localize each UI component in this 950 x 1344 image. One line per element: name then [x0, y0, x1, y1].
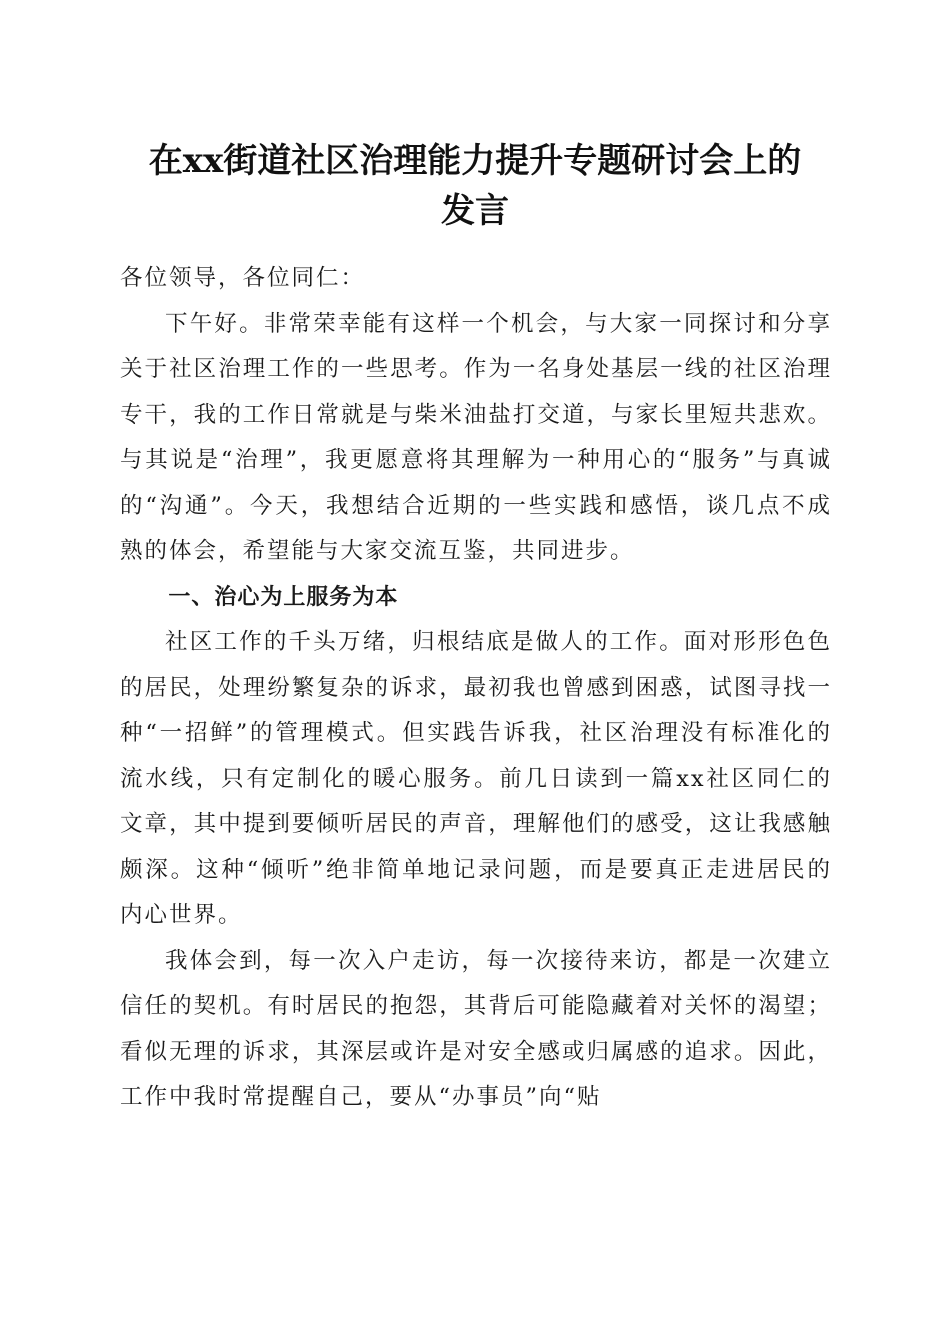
title-line-2: 发言 — [441, 191, 509, 231]
title-line-1: 在xx街道社区治理能力提升专题研讨会上的 — [148, 141, 802, 181]
paragraph: 我体会到，每一次入户走访，每一次接待来访，都是一次建立信任的契机。有时居民的抱怨，其背后可能隐藏着对关怀的渴望；看似无理的诉求，其深层或许是对安全感或归属感的追求。因此，工作中我时常提醒自己，要从“办事员”向“贴 — [120, 947, 832, 1110]
section-heading: 一、治心为上服务为本 — [168, 584, 399, 610]
document-title — [100, 136, 850, 236]
paragraph: 社区工作的千头万绪，归根结底是做人的工作。面对形形色色的居民，处理纷繁复杂的诉求，最初我也曾感到困惑，试图寻找一种“一招鲜”的管理模式。但实践告诉我，社区治理没有标准化的流水线，只有定制化的暖心服务。前几日读到一篇xx社区同仁的文章，其中提到要倾听居民的声音，理解他们的感受，这让我感触颇深。这种“倾听”绝非简单地记录问题，而是要真正走进居民的内心世界。 — [120, 629, 832, 928]
paragraph-opening: 下午好。非常荣幸能有这样一个机会，与大家一同探讨和分享关于社区治理工作的一些思考。作为一名身处基层一线的社区治理专干，我的工作日常就是与柴米油盐打交道，与家长里短共悲欢。与其说是“治理”，我更愿意将其理解为一种用心的“服务”与真诚的“沟通”。今天，我想结合近期的一些实践和感悟，谈几点不成熟的体会，希望能与大家交流互鉴，共同进步。 — [120, 310, 832, 564]
document-body — [120, 256, 832, 1121]
salutation: 各位领导，各位同仁： — [120, 265, 366, 291]
